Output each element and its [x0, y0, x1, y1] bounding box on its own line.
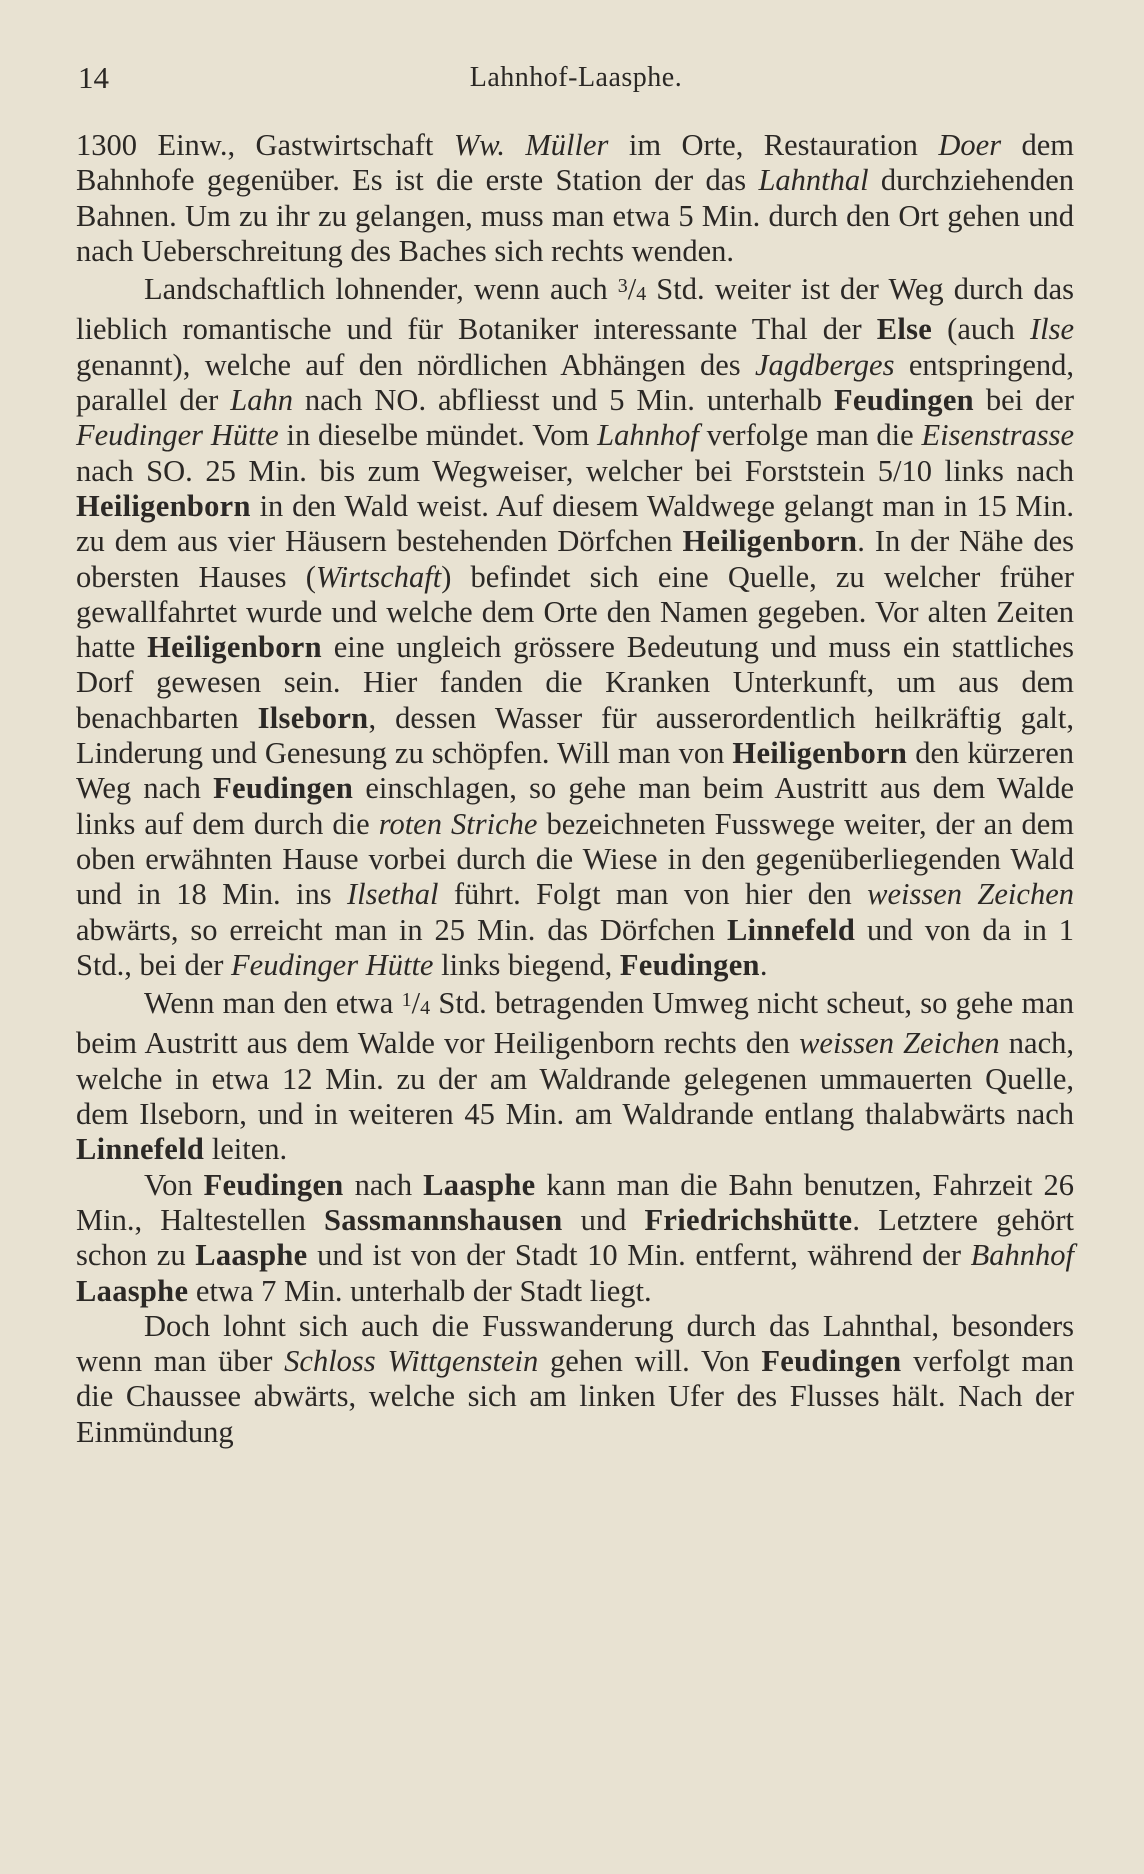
text-run: , dessen Wasser für ausserordentlich heilkräftig galt, Linderung und Genesung zu schöpfen. Will man von: [76, 700, 1074, 771]
bold-place-name: Sassmannshausen: [324, 1202, 563, 1237]
text-run: leiten.: [204, 1132, 288, 1167]
page-header: [78, 58, 1074, 98]
text-run: nach NO. abfliesst und 5 Min. unterhalb: [292, 383, 834, 418]
paragraph: [76, 128, 1074, 269]
text-run: Wenn man den etwa: [144, 986, 402, 1021]
bold-place-name: Feudingen: [761, 1344, 902, 1379]
text-run: . In der Nähe des obersten Hauses (: [76, 524, 1074, 594]
text-run: /: [411, 986, 421, 1021]
text-run: entspringend, parallel der: [76, 347, 1074, 418]
text-run: gehen will. Von: [538, 1344, 762, 1379]
italic-text: Lahn: [230, 383, 293, 418]
bold-place-name: Heiligenborn: [147, 630, 322, 665]
text-run: links biegend,: [433, 947, 620, 982]
text-run: Von: [144, 1167, 204, 1202]
bold-place-name: Ilseborn: [257, 700, 369, 735]
italic-text: Lahnhof: [597, 418, 699, 453]
bold-place-name: Laasphe: [76, 1273, 189, 1308]
text-run: im Orte, Restauration: [608, 128, 939, 162]
running-title: Lahnhof-Laasphe.: [469, 62, 683, 93]
text-run: /: [627, 272, 637, 307]
italic-text: weissen Zeichen: [867, 877, 1074, 912]
text-run: (auch: [932, 312, 1030, 347]
bold-place-name: Linnefeld: [727, 912, 856, 947]
text-run: ) befindet sich eine Quelle, zu welcher früher gewallfahrtet wurde und welche dem Orte den Namen gegeben. Vor alten Zeiten hatte: [76, 559, 1074, 665]
text-run: Std. weiter ist der Weg durch das lieblich romantische und für Botaniker interessante Thal der: [76, 272, 1074, 347]
italic-text: Ilsethal: [346, 877, 439, 912]
text-run: Doch lohnt sich auch die Fusswanderung durch das Lahnthal, besonders wenn man über: [76, 1308, 1074, 1379]
italic-text: Bahnhof: [970, 1238, 1074, 1273]
text-run: führt. Folgt man von hier den: [438, 877, 868, 912]
text-run: kann man die Bahn benutzen, Fahrzeit 26 Min., Haltestellen: [76, 1167, 1074, 1237]
bold-place-name: Laasphe: [195, 1238, 308, 1273]
bold-place-name: Feudingen: [833, 383, 974, 418]
bold-place-name: Friedrichshütte: [644, 1202, 853, 1237]
italic-text: Feudinger Hütte: [76, 418, 279, 453]
text-run: und von da in 1 Std., bei der: [76, 912, 1074, 982]
bold-place-name: Heiligenborn: [732, 736, 908, 771]
paragraph: [76, 1168, 1074, 1309]
text-run: nach: [343, 1167, 424, 1202]
text-run: verfolge man die: [698, 418, 922, 453]
bold-place-name: Else: [876, 312, 933, 347]
text-run: Landschaftlich lohnender, wenn auch: [144, 272, 618, 307]
text-run: in den Wald weist. Auf diesem Waldwege gelangt man in 15 Min. zu dem aus vier Häusern bestehenden Dörfchen: [76, 488, 1074, 559]
text-run: durchziehenden Bahnen. Um zu ihr zu gelangen, muss man etwa 5 Min. durch den Ort gehen und nach Ueberschreitung des Baches sich rechts wenden.: [76, 163, 1074, 268]
text-run: eine ungleich grössere Bedeutung und muss ein stattliches Dorf gewesen sein. Hier fanden die Kranken Unterkunft, um aus dem benachbarten: [76, 630, 1074, 735]
fraction-denominator: 4: [636, 283, 647, 306]
text-run: verfolgt man die Chaussee abwärts, welche sich am linken Ufer des Flusses hält. Nach der Einmündung: [76, 1344, 1075, 1449]
bold-place-name: Linnefeld: [76, 1132, 205, 1167]
text-run: . Letztere gehört schon zu: [76, 1202, 1075, 1273]
italic-text: Wirtschaft: [315, 559, 442, 594]
italic-text: Lahnthal: [758, 163, 869, 198]
italic-text: Schloss Wittgenstein: [284, 1344, 539, 1379]
italic-text: Doer: [938, 128, 1002, 162]
text-run: einschlagen, so gehe man beim Austritt aus dem Walde links auf dem durch die: [76, 771, 1074, 841]
bold-place-name: Laasphe: [423, 1167, 536, 1202]
text-run: nach SO. 25 Min. bis zum Wegweiser, welcher bei Forststein 5/10 links nach: [76, 453, 1074, 488]
fraction-numerator: 3: [617, 275, 628, 298]
paragraph: [76, 983, 1074, 1167]
text-run: bezeichneten Fusswege weiter, der an dem oben erwähnten Hause vorbei durch die Wiese in den gegenüberliegenden Wald und in 18 Min. ins: [76, 806, 1075, 912]
text-run: den kürzeren Weg nach: [76, 736, 1074, 806]
text-run: Std. betragenden Umweg nicht scheut, so gehe man beim Austritt aus dem Walde vor Heiligenborn rechts den: [76, 986, 1075, 1061]
italic-text: Eisenstrasse: [921, 418, 1075, 453]
page-number: 14: [78, 60, 109, 95]
text-run: abwärts, so erreicht man in 25 Min. das Dörfchen: [76, 912, 728, 947]
text-run: .: [759, 947, 768, 982]
italic-text: Ww. Müller: [453, 128, 609, 162]
text-run: 1300 Einw., Gastwirtschaft: [76, 128, 454, 162]
text-run: dem Bahnhofe gegenüber. Es ist die erste Station der das: [76, 128, 1075, 198]
italic-text: Feudinger Hütte: [231, 947, 434, 982]
italic-text: weissen Zeichen: [799, 1026, 1000, 1061]
paragraph: [76, 269, 1074, 983]
text-run: und: [562, 1202, 645, 1237]
fraction-numerator: 1: [401, 989, 412, 1012]
bold-place-name: Heiligenborn: [682, 524, 858, 559]
italic-text: Jagdberges: [754, 347, 895, 382]
bold-place-name: Feudingen: [203, 1167, 344, 1202]
paragraph: [76, 1309, 1074, 1450]
italic-text: Ilse: [1029, 312, 1075, 347]
text-run: in dieselbe mündet. Vom: [278, 418, 598, 453]
bold-place-name: Heiligenborn: [76, 488, 251, 523]
text-run: bei der: [973, 383, 1074, 418]
text-run: nach, welche in etwa 12 Min. zu der am Waldrande gelegenen ummauerten Quelle, dem Ilseborn, und in weiteren 45 Min. am Waldrande entlang thalabwärts nach: [76, 1026, 1075, 1132]
body-text: [76, 128, 1074, 1450]
text-run: genannt), welche auf den nördlichen Abhängen des: [76, 347, 755, 382]
italic-text: roten Striche: [378, 806, 538, 841]
text-run: und ist von der Stadt 10 Min. entfernt, während der: [307, 1238, 971, 1273]
text-run: etwa 7 Min. unterhalb der Stadt liegt.: [188, 1273, 652, 1308]
fraction-denominator: 4: [420, 997, 431, 1020]
bold-place-name: Feudingen: [619, 947, 760, 982]
bold-place-name: Feudingen: [213, 771, 354, 806]
